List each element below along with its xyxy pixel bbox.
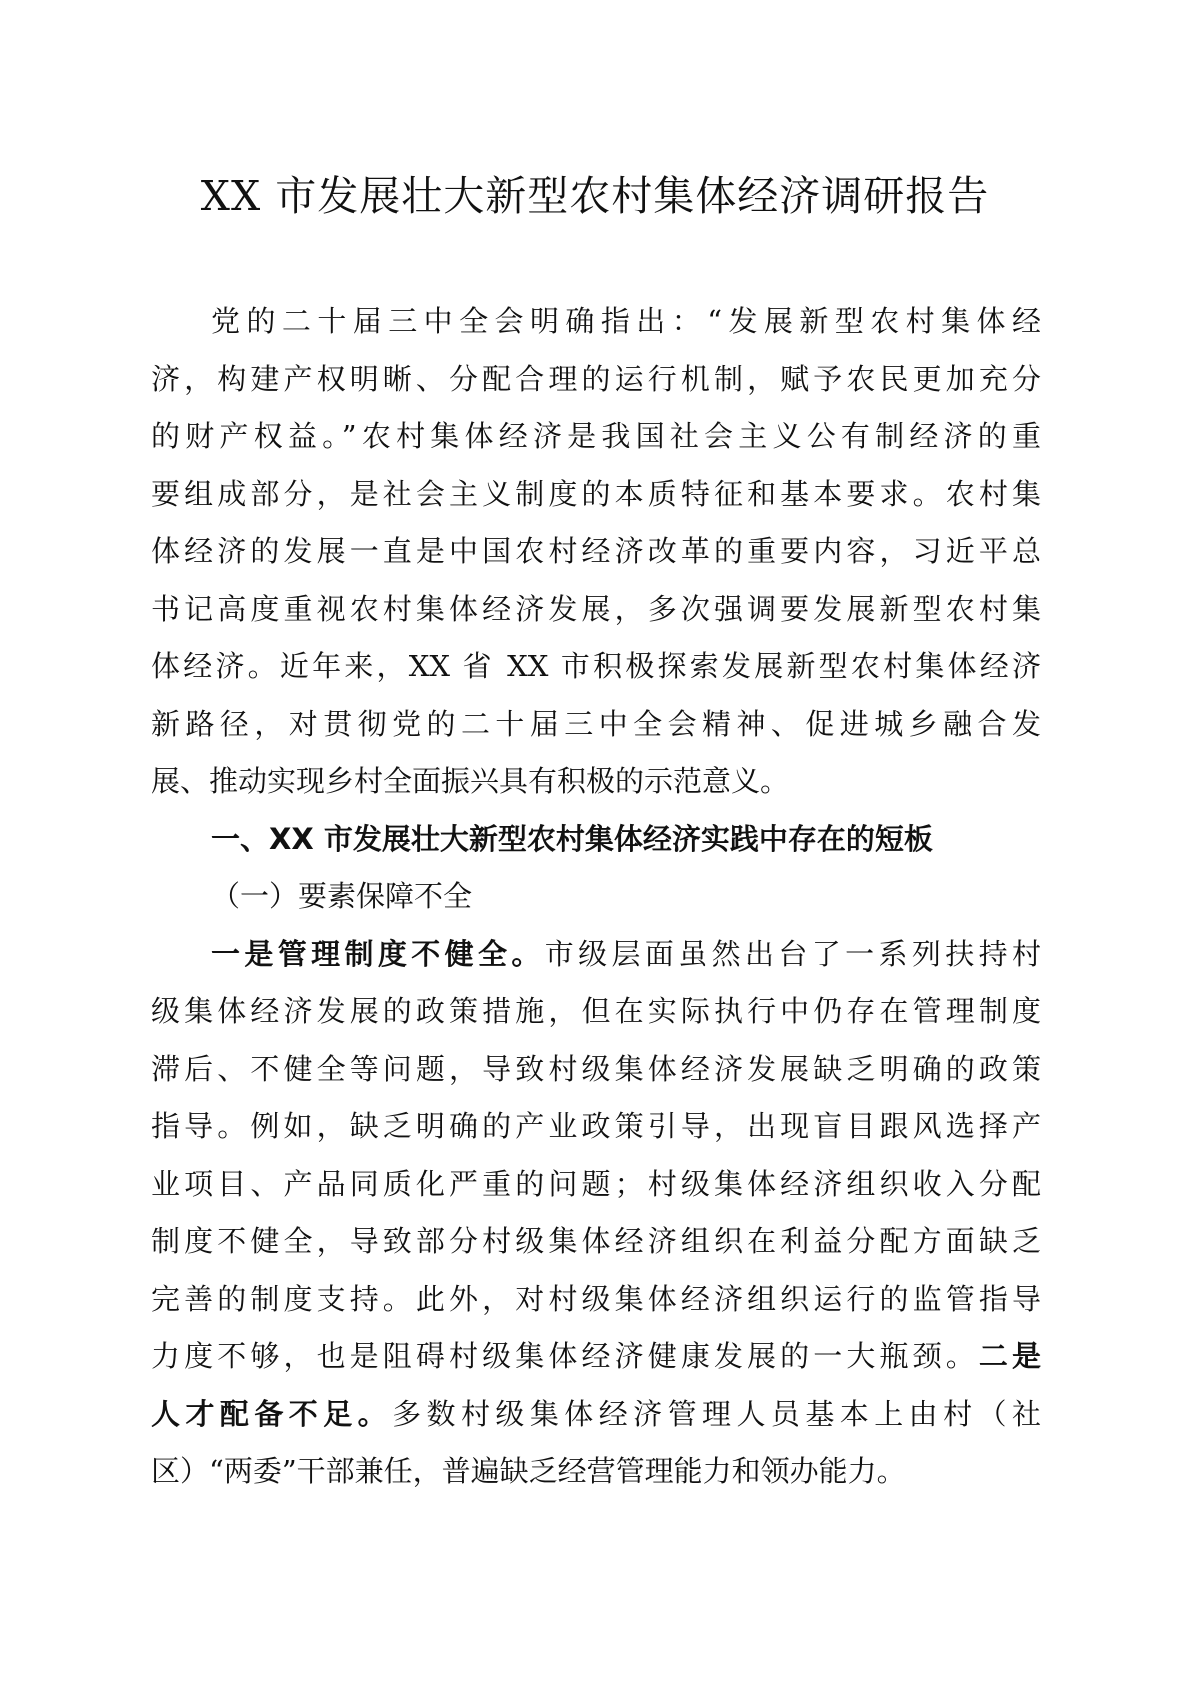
paragraph-text: 多数村级集体经济管理人员基本上由村（社 (392, 1396, 1041, 1431)
paragraph-line: 完善的制度支持。此外，对村级集体经济组织运行的监管指导 (151, 1281, 1041, 1316)
paragraph-lead: 二是 (978, 1339, 1041, 1373)
paragraph-lead: 一是管理制度不健全。 (211, 936, 545, 971)
paragraph-line: 体经济的发展一直是中国农村经济改革的重要内容，习近平总 (151, 534, 1041, 568)
paragraph-line: 级集体经济发展的政策措施，但在实际执行中仍存在管理制度 (151, 994, 1041, 1028)
paragraph-line: 新路径，对贯彻党的二十届三中全会精神、促进城乡融合发 (151, 706, 1041, 741)
paragraph-line: 济，构建产权明晰、分配合理的运行机制，赋予农民更加充分 (151, 361, 1041, 396)
paragraph-line: 党的二十届三中全会明确指出：“发展新型农村集体经 (211, 304, 1041, 338)
subsection-heading: （一）要素保障不全 (211, 879, 473, 913)
document-body (151, 293, 1041, 1501)
paragraph-line: 业项目、产品同质化严重的问题；村级集体经济组织收入分配 (151, 1166, 1041, 1201)
document-title: XX 市发展壮大新型农村集体经济调研报告 (200, 172, 990, 220)
paragraph-line (151, 1386, 1041, 1444)
paragraph-text: 力度不够，也是阻碍村级集体经济健康发展的一大瓶颈。 (151, 1339, 979, 1373)
section-heading: 一、XX 市发展壮大新型农村集体经济实践中存在的短板 (211, 821, 933, 856)
paragraph-line: 制度不健全，导致部分村级集体经济组织在利益分配方面缺乏 (151, 1224, 1041, 1258)
paragraph-line (151, 926, 1041, 984)
paragraph-line: 要组成部分，是社会主义制度的本质特征和基本要求。农村集 (151, 476, 1041, 511)
paragraph-line: 展、推动实现乡村全面振兴具有积极的示范意义。 (151, 764, 790, 798)
paragraph-line: 滞后、不健全等问题，导致村级集体经济发展缺乏明确的政策 (151, 1051, 1041, 1086)
paragraph-lead: 人才配备不足。 (151, 1396, 393, 1431)
paragraph-line: 区）“两委”干部兼任，普遍缺乏经营管理能力和领办能力。 (151, 1454, 906, 1488)
paragraph-line: 指导。例如，缺乏明确的产业政策引导，出现盲目跟风选择产 (151, 1109, 1041, 1143)
paragraph-line: 体经济。近年来，XX 省 XX 市积极探索发展新型农村集体经济 (151, 649, 1041, 683)
paragraph-line (151, 1328, 1041, 1386)
paragraph-line: 书记高度重视农村集体经济发展，多次强调要发展新型农村集 (151, 591, 1041, 626)
paragraph-line: 的财产权益。”农村集体经济是我国社会主义公有制经济的重 (151, 419, 1041, 453)
paragraph-text: 市级层面虽然出台了一系列扶持村 (544, 936, 1041, 971)
